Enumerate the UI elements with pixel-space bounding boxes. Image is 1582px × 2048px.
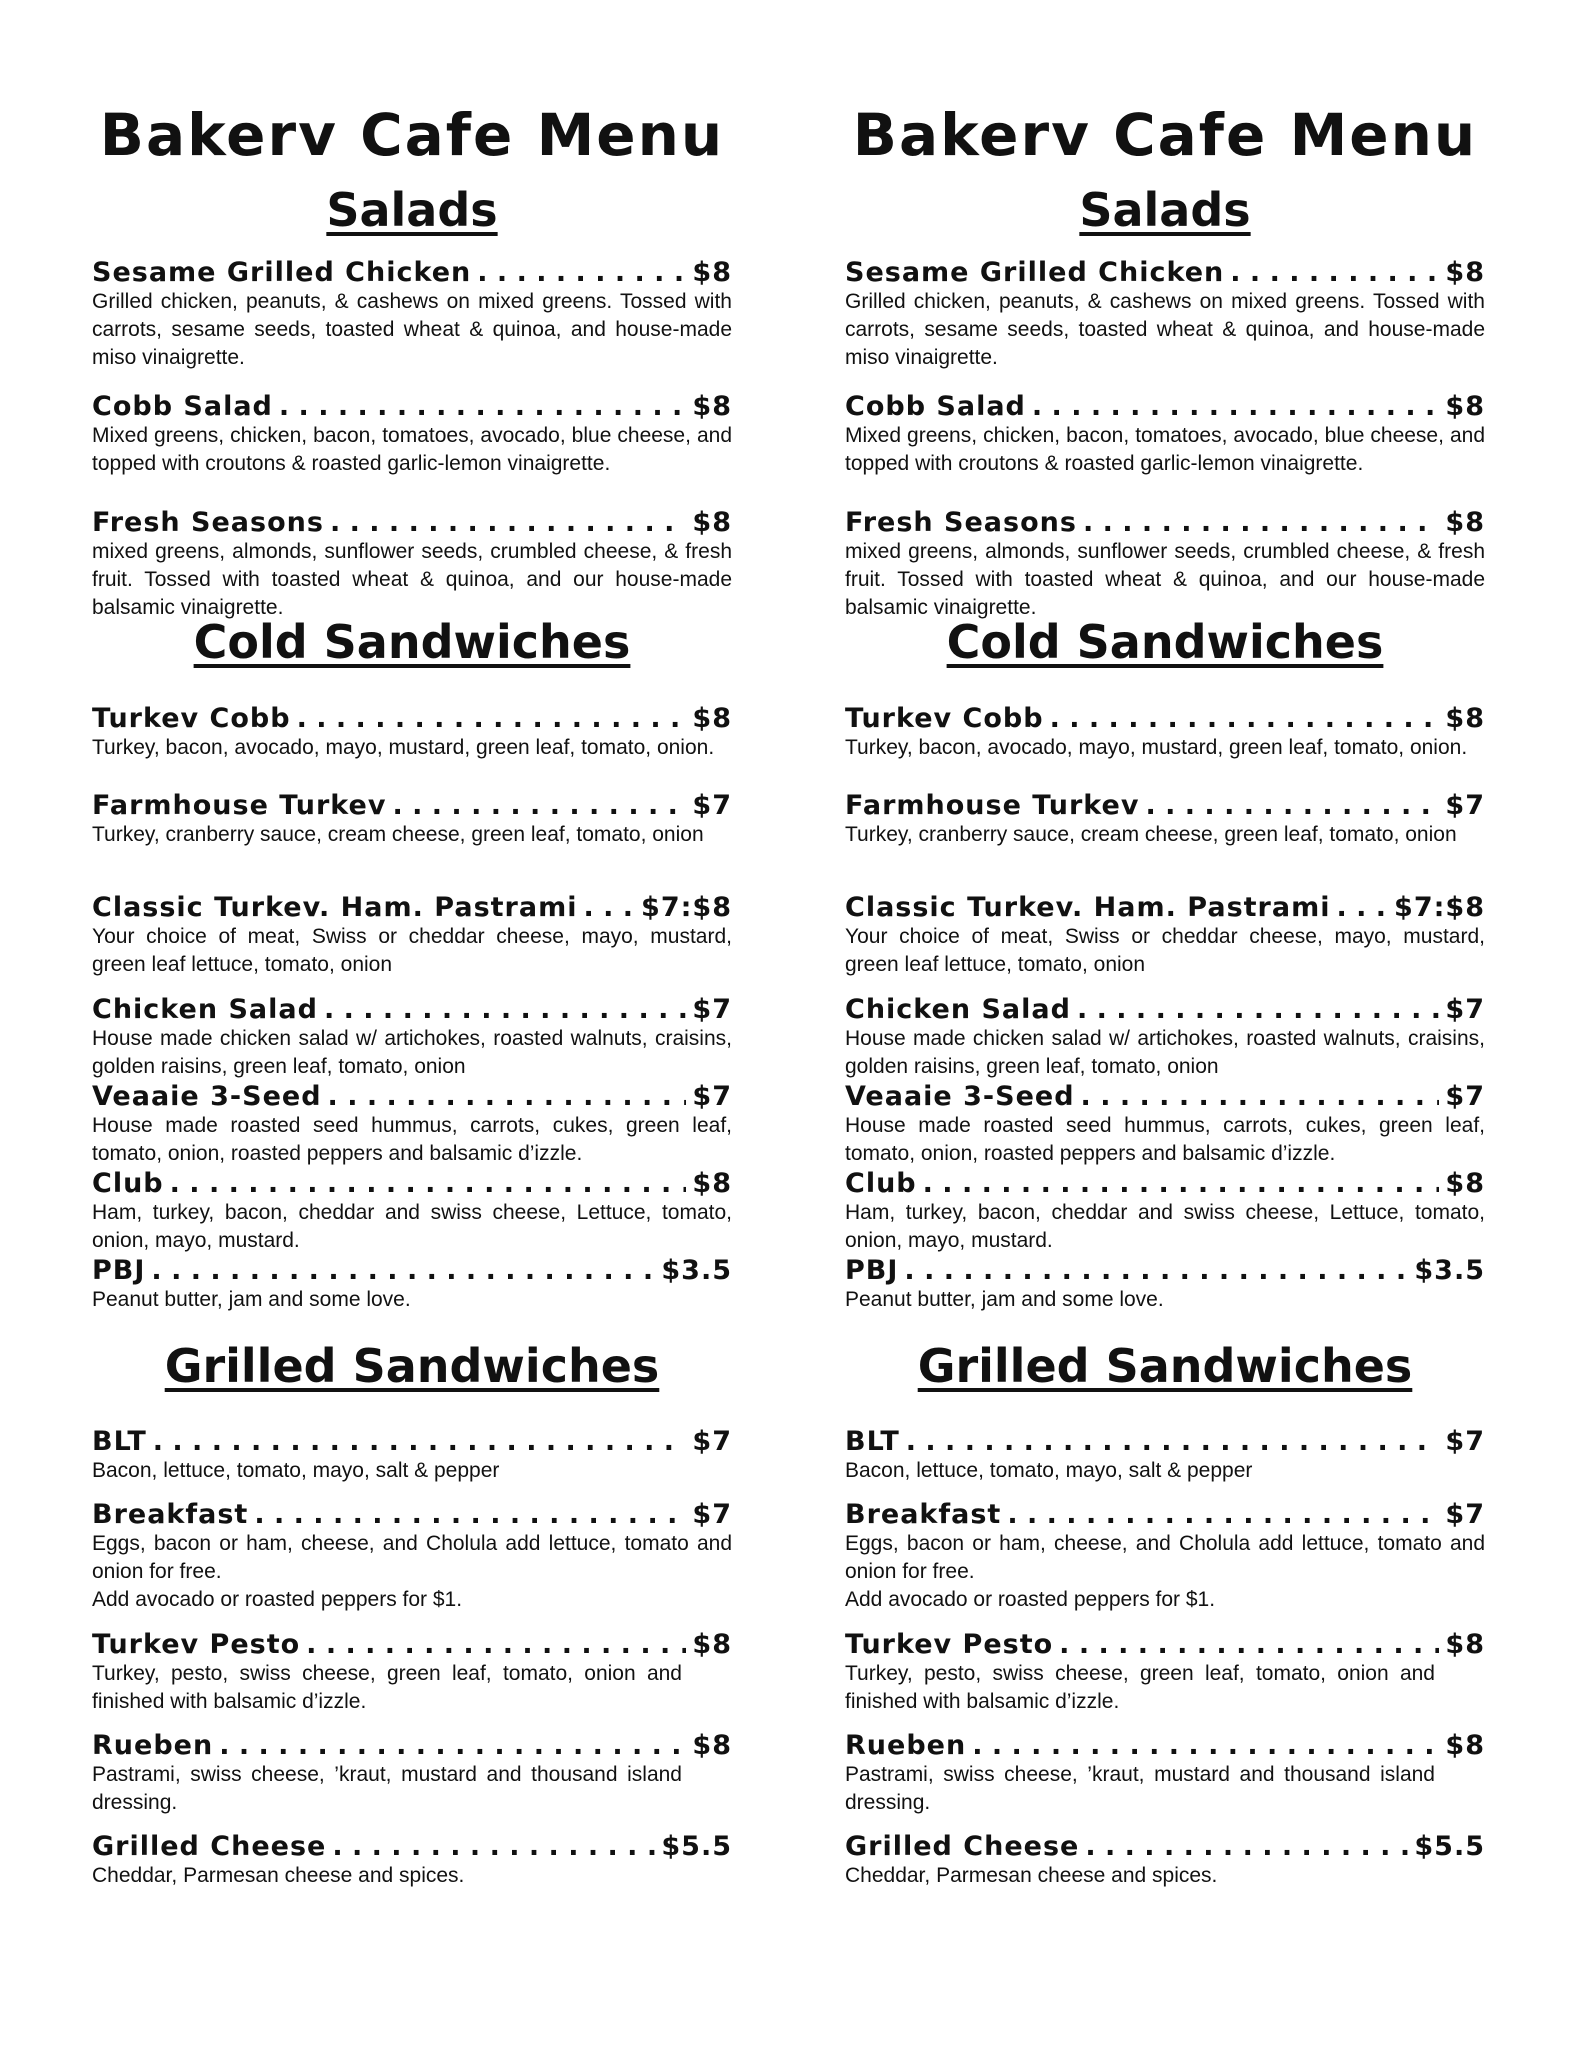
dot-leader — [254, 1500, 686, 1530]
dot-leader — [906, 1427, 1440, 1457]
menu-item-rueben — [92, 1731, 732, 1817]
item-name: Turkev Cobb — [92, 703, 291, 734]
dot-leader — [297, 704, 687, 734]
item-description: Turkey, cranberry sauce, cream cheese, green leaf, tomato, onion — [92, 823, 704, 846]
dot-leader — [1083, 508, 1439, 538]
item-price: $8 — [692, 257, 732, 288]
dot-leader — [1081, 1082, 1440, 1112]
item-description: mixed greens, almonds, sunflower seeds, crumbled cheese, & fresh fruit. Tossed with toasted wheat & quinoa, and our house-made balsamic vinaigrette. — [92, 540, 732, 619]
section-title-salads: Salads — [326, 183, 498, 237]
item-name: Turkev Pesto — [92, 1629, 301, 1660]
item-description: House made chicken salad w/ artichokes, roasted walnuts, craisins, golden raisins, green leaf, tomato, onion — [92, 1027, 732, 1078]
item-name: PBJ — [92, 1255, 146, 1286]
item-name: Rueben — [92, 1730, 214, 1761]
item-price: $7 — [1445, 1081, 1485, 1112]
item-description: Pastrami, swiss cheese, ’kraut, mustard and thousand island dressing. — [92, 1763, 682, 1814]
item-description: Eggs, bacon or ham, cheese, and Cholula add lettuce, tomato and onion for free. — [845, 1532, 1485, 1583]
item-price: $5.5 — [1414, 1831, 1485, 1862]
item-note: Add avocado or roasted peppers for $1. — [92, 1588, 463, 1611]
item-name: Turkev Cobb — [845, 703, 1044, 734]
dot-leader — [151, 1256, 655, 1286]
item-price: $8 — [1445, 1168, 1485, 1199]
item-description: Peanut butter, jam and some love. — [92, 1288, 411, 1311]
item-price: $7 — [1445, 790, 1485, 821]
dot-leader — [1059, 1630, 1439, 1660]
item-name: Club — [845, 1168, 917, 1199]
menu-item-turkey-cobb — [92, 704, 732, 762]
dot-leader — [1050, 704, 1440, 734]
item-description: House made roasted seed hummus, carrots, cukes, green leaf, tomato, onion, roasted peppers and balsamic d’izzle. — [92, 1114, 732, 1165]
item-name: BLT — [845, 1426, 900, 1457]
item-name: Breakfast — [92, 1499, 249, 1530]
item-price: $8 — [692, 507, 732, 538]
dot-leader — [279, 392, 687, 422]
item-name: Cobb Salad — [92, 391, 273, 422]
menu-item-turkey-pesto — [845, 1630, 1485, 1716]
item-name: Club — [92, 1168, 164, 1199]
item-name: Veaaie 3-Seed — [845, 1081, 1075, 1112]
dot-leader — [219, 1731, 686, 1761]
item-description: Your choice of meat, Swiss or cheddar cheese, mayo, mustard, green leaf lettuce, tomato, onion — [845, 925, 1485, 976]
item-price: $5.5 — [661, 1831, 732, 1862]
item-price: $7 — [692, 1081, 732, 1112]
item-name: Sesame Grilled Chicken — [845, 257, 1225, 288]
section-title-cold-sandwiches: Cold Sandwiches — [193, 615, 631, 669]
menu-item-blt — [92, 1427, 732, 1485]
dot-leader — [1085, 1832, 1408, 1862]
menu-item-pbj — [92, 1256, 732, 1314]
item-description: mixed greens, almonds, sunflower seeds, crumbled cheese, & fresh fruit. Tossed with toasted wheat & quinoa, and our house-made balsamic vinaigrette. — [845, 540, 1485, 619]
item-price: $8 — [692, 1629, 732, 1660]
item-description: Turkey, bacon, avocado, mayo, mustard, green leaf, tomato, onion. — [92, 736, 715, 759]
item-price: $8 — [1445, 507, 1485, 538]
menu-item-fresh-seasons — [92, 508, 732, 622]
item-price: $7 — [692, 1426, 732, 1457]
item-description: Grilled chicken, peanuts, & cashews on mixed greens. Tossed with carrots, sesame seeds, toasted wheat & quinoa, and house-made miso vinaigrette. — [845, 290, 1485, 369]
menu-item-fresh-seasons — [845, 508, 1485, 622]
menu-title: Bakerv Cafe Menu — [99, 101, 725, 169]
item-description: Mixed greens, chicken, bacon, tomatoes, avocado, blue cheese, and topped with croutons & roasted garlic-lemon vinaigrette. — [92, 424, 732, 475]
menu-item-club — [92, 1169, 732, 1255]
menu-item-grilled-cheese — [845, 1832, 1485, 1890]
dot-leader — [170, 1169, 687, 1199]
item-description: Bacon, lettuce, tomato, mayo, salt & pepper — [92, 1459, 500, 1482]
item-name: Cobb Salad — [845, 391, 1026, 422]
dot-leader — [1007, 1500, 1439, 1530]
menu-item-chicken-salad — [92, 995, 732, 1081]
item-description: Peanut butter, jam and some love. — [845, 1288, 1164, 1311]
item-name: Grilled Cheese — [845, 1831, 1080, 1862]
menu-item-cobb-salad — [92, 392, 732, 478]
menu-item-sesame-grilled-chicken — [845, 258, 1485, 372]
item-name: Chicken Salad — [845, 994, 1071, 1025]
item-name: Farmhouse Turkev — [845, 790, 1140, 821]
item-description: Turkey, pesto, swiss cheese, green leaf, tomato, onion and finished with balsamic d’izzle. — [845, 1662, 1435, 1713]
item-name: Grilled Cheese — [92, 1831, 327, 1862]
menu-item-cobb-salad — [845, 392, 1485, 478]
dot-leader — [1077, 995, 1439, 1025]
section-title-grilled-sandwiches: Grilled Sandwiches — [164, 1339, 660, 1393]
item-name: Fresh Seasons — [845, 507, 1077, 538]
dot-leader — [324, 995, 686, 1025]
dot-leader — [904, 1256, 1408, 1286]
dot-leader — [972, 1731, 1439, 1761]
item-price: $7 — [1445, 1499, 1485, 1530]
menu-item-blt — [845, 1427, 1485, 1485]
item-name: Classic Turkev. Ham. Pastrami — [845, 892, 1331, 923]
dot-leader — [153, 1427, 687, 1457]
item-description: House made roasted seed hummus, carrots, cukes, green leaf, tomato, onion, roasted peppers and balsamic d’izzle. — [845, 1114, 1485, 1165]
menu-item-chicken-salad — [845, 995, 1485, 1081]
menu-item-breakfast — [92, 1500, 732, 1614]
item-price: $8 — [1445, 391, 1485, 422]
dot-leader — [392, 791, 686, 821]
item-description: Grilled chicken, peanuts, & cashews on mixed greens. Tossed with carrots, sesame seeds, toasted wheat & quinoa, and house-made miso vinaigrette. — [92, 290, 732, 369]
dot-leader — [306, 1630, 686, 1660]
item-price: $3.5 — [1414, 1255, 1485, 1286]
item-price: $8 — [692, 703, 732, 734]
item-description: Pastrami, swiss cheese, ’kraut, mustard and thousand island dressing. — [845, 1763, 1435, 1814]
item-name: Rueben — [845, 1730, 967, 1761]
item-price: $8 — [1445, 257, 1485, 288]
item-price: $7:$8 — [641, 892, 732, 923]
item-price: $7 — [692, 790, 732, 821]
item-description: Turkey, cranberry sauce, cream cheese, green leaf, tomato, onion — [845, 823, 1457, 846]
item-price: $8 — [692, 1730, 732, 1761]
menu-item-farmhouse-turkey — [845, 791, 1485, 849]
item-price: $8 — [1445, 1629, 1485, 1660]
menu-item-classic-turkey-ham-pastrami — [845, 893, 1485, 979]
menu-item-veggie-3-seed — [92, 1082, 732, 1168]
menu-item-veggie-3-seed — [845, 1082, 1485, 1168]
section-title-cold-sandwiches: Cold Sandwiches — [946, 615, 1384, 669]
dot-leader — [477, 258, 686, 288]
item-name: Classic Turkev. Ham. Pastrami — [92, 892, 578, 923]
dot-leader — [1032, 392, 1440, 422]
item-price: $3.5 — [661, 1255, 732, 1286]
section-title-salads: Salads — [1079, 183, 1251, 237]
item-name: Breakfast — [845, 1499, 1002, 1530]
item-name: Turkev Pesto — [845, 1629, 1054, 1660]
item-description: Eggs, bacon or ham, cheese, and Cholula add lettuce, tomato and onion for free. — [92, 1532, 732, 1583]
item-price: $7 — [1445, 1426, 1485, 1457]
item-description: Turkey, bacon, avocado, mayo, mustard, green leaf, tomato, onion. — [845, 736, 1468, 759]
menu-item-turkey-pesto — [92, 1630, 732, 1716]
menu-item-club — [845, 1169, 1485, 1255]
item-description: Your choice of meat, Swiss or cheddar cheese, mayo, mustard, green leaf lettuce, tomato, onion — [92, 925, 732, 976]
item-description: Ham, turkey, bacon, cheddar and swiss cheese, Lettuce, tomato, onion, mayo, mustard. — [845, 1201, 1485, 1252]
item-description: Ham, turkey, bacon, cheddar and swiss cheese, Lettuce, tomato, onion, mayo, mustard. — [92, 1201, 732, 1252]
item-name: PBJ — [845, 1255, 899, 1286]
item-price: $8 — [1445, 703, 1485, 734]
menu-item-classic-turkey-ham-pastrami — [92, 893, 732, 979]
menu-title: Bakerv Cafe Menu — [852, 101, 1478, 169]
dot-leader — [332, 1832, 655, 1862]
item-name: Sesame Grilled Chicken — [92, 257, 472, 288]
menu-item-pbj — [845, 1256, 1485, 1314]
dot-leader — [1230, 258, 1439, 288]
dot-leader — [330, 508, 686, 538]
menu-item-grilled-cheese — [92, 1832, 732, 1890]
section-title-grilled-sandwiches: Grilled Sandwiches — [917, 1339, 1413, 1393]
dot-leader — [583, 893, 635, 923]
dot-leader — [328, 1082, 687, 1112]
item-price: $7:$8 — [1394, 892, 1485, 923]
item-name: Farmhouse Turkev — [92, 790, 387, 821]
menu-item-breakfast — [845, 1500, 1485, 1614]
item-price: $8 — [1445, 1730, 1485, 1761]
menu-item-turkey-cobb — [845, 704, 1485, 762]
menu-item-rueben — [845, 1731, 1485, 1817]
item-description: Bacon, lettuce, tomato, mayo, salt & pepper — [845, 1459, 1253, 1482]
menu-item-farmhouse-turkey — [92, 791, 732, 849]
item-description: House made chicken salad w/ artichokes, roasted walnuts, craisins, golden raisins, green leaf, tomato, onion — [845, 1027, 1485, 1078]
item-price: $8 — [692, 1168, 732, 1199]
item-name: Veaaie 3-Seed — [92, 1081, 322, 1112]
item-price: $7 — [692, 1499, 732, 1530]
item-price: $7 — [692, 994, 732, 1025]
menu-item-sesame-grilled-chicken — [92, 258, 732, 372]
item-price: $7 — [1445, 994, 1485, 1025]
item-name: BLT — [92, 1426, 147, 1457]
item-note: Add avocado or roasted peppers for $1. — [845, 1588, 1216, 1611]
item-price: $8 — [692, 391, 732, 422]
item-name: Fresh Seasons — [92, 507, 324, 538]
item-name: Chicken Salad — [92, 994, 318, 1025]
item-description: Cheddar, Parmesan cheese and spices. — [845, 1864, 1218, 1887]
dot-leader — [1336, 893, 1388, 923]
dot-leader — [1145, 791, 1439, 821]
item-description: Cheddar, Parmesan cheese and spices. — [92, 1864, 465, 1887]
item-description: Mixed greens, chicken, bacon, tomatoes, avocado, blue cheese, and topped with croutons & roasted garlic-lemon vinaigrette. — [845, 424, 1485, 475]
dot-leader — [923, 1169, 1440, 1199]
item-description: Turkey, pesto, swiss cheese, green leaf, tomato, onion and finished with balsamic d’izzle. — [92, 1662, 682, 1713]
